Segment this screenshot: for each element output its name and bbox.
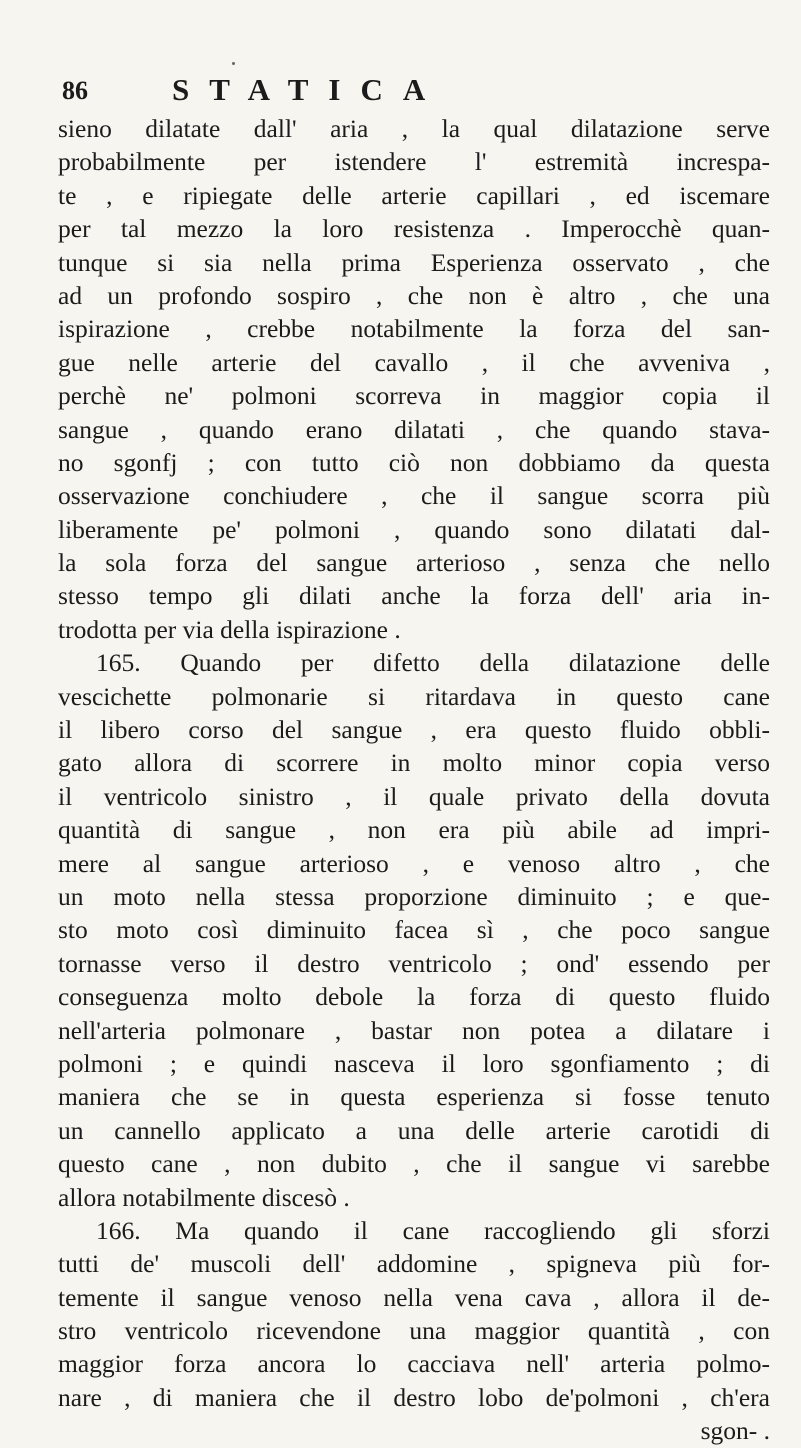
print-speck (232, 62, 235, 65)
text-line: il ventricolo sinistro , il quale privato della dovuta (58, 781, 770, 811)
text-line: conseguenza molto debole la forza di questo fluido (58, 982, 770, 1012)
text-line: stesso tempo gli dilati anche la forza dell' aria in- (58, 581, 770, 611)
text-line: maggior forza ancora lo cacciava nell' arteria polmo- (58, 1349, 770, 1379)
text-line: ad un profondo sospiro , che non è altro , che una (58, 280, 770, 310)
text-line: no sgonfj ; con tutto ciò non dobbiamo da questa (58, 447, 770, 477)
text-line: osservazione conchiudere , che il sangue scorra più (58, 481, 770, 511)
text-line: polmoni ; e quindi nasceva il loro sgonfiamento ; di (58, 1048, 770, 1078)
text-line: sieno dilatate dall' aria , la qual dilatazione serve (58, 114, 770, 143)
catchword: sgon- . (700, 1416, 770, 1446)
text-line: un moto nella stessa proporzione diminuito ; e que- (58, 881, 770, 911)
text-line: per tal mezzo la loro resistenza . Imperocchè quan- (58, 214, 770, 244)
running-title: STATICA (172, 72, 446, 107)
page-header (62, 72, 682, 112)
text-line: quantità di sangue , non era più abile ad impri- (58, 815, 770, 845)
text-line: sangue , quando erano dilatati , che quando stava- (58, 414, 770, 444)
page-number: 86 (62, 76, 88, 105)
text-line: il libero corso del sangue , era questo fluido obbli- (58, 715, 770, 745)
paragraph-165-start: 165. Quando per difetto della dilatazione delle (96, 648, 770, 678)
text-line: liberamente pe' polmoni , quando sono dilatati dal- (58, 514, 770, 544)
text-line: vescichette polmonarie si ritardava in questo cane (58, 681, 770, 711)
text-line: la sola forza del sangue arterioso , senza che nello (58, 548, 770, 578)
text-line: tutti de' muscoli dell' addomine , spigneva più for- (58, 1249, 770, 1279)
text-line: temente il sangue venoso nella vena cava , allora il de- (58, 1282, 770, 1312)
text-line: nell'arteria polmonare , bastar non potea a dilatare i (58, 1015, 770, 1045)
text-line: maniera che se in questa esperienza si fosse tenuto (58, 1082, 770, 1112)
text-line: questo cane , non dubito , che il sangue vi sarebbe (58, 1149, 770, 1179)
text-line: allora notabilmente discesò . (58, 1182, 350, 1212)
text-line: tunque si sia nella prima Esperienza osservato , che (58, 247, 770, 277)
text-line: te , e ripiegate delle arterie capillari , ed iscemare (58, 180, 770, 210)
text-line: probabilmente per istendere l' estremità increspa- (58, 147, 770, 177)
text-line: sto moto così diminuito facea sì , che poco sangue (58, 915, 770, 945)
text-line: ispirazione , crebbe notabilmente la forza del san- (58, 314, 770, 344)
text-line: gato allora di scorrere in molto minor copia verso (58, 748, 770, 778)
text-line: perchè ne' polmoni scorreva in maggior copia il (58, 381, 770, 411)
text-line: gue nelle arterie del cavallo , il che avveniva , (58, 347, 770, 377)
text-line: un cannello applicato a una delle arterie carotidi di (58, 1115, 770, 1145)
text-line: nare , di maniera che il destro lobo de'polmoni , ch'era (58, 1382, 770, 1412)
text-line: tornasse verso il destro ventricolo ; ond' essendo per (58, 948, 770, 978)
body-text (58, 112, 770, 1448)
paragraph-166-start: 166. Ma quando il cane raccogliendo gli sforzi (96, 1215, 770, 1245)
text-line: stro ventricolo ricevendone una maggior quantità , con (58, 1316, 770, 1346)
text-line: trodotta per via della ispirazione . (58, 614, 401, 644)
text-line: mere al sangue arterioso , e venoso altro , che (58, 848, 770, 878)
